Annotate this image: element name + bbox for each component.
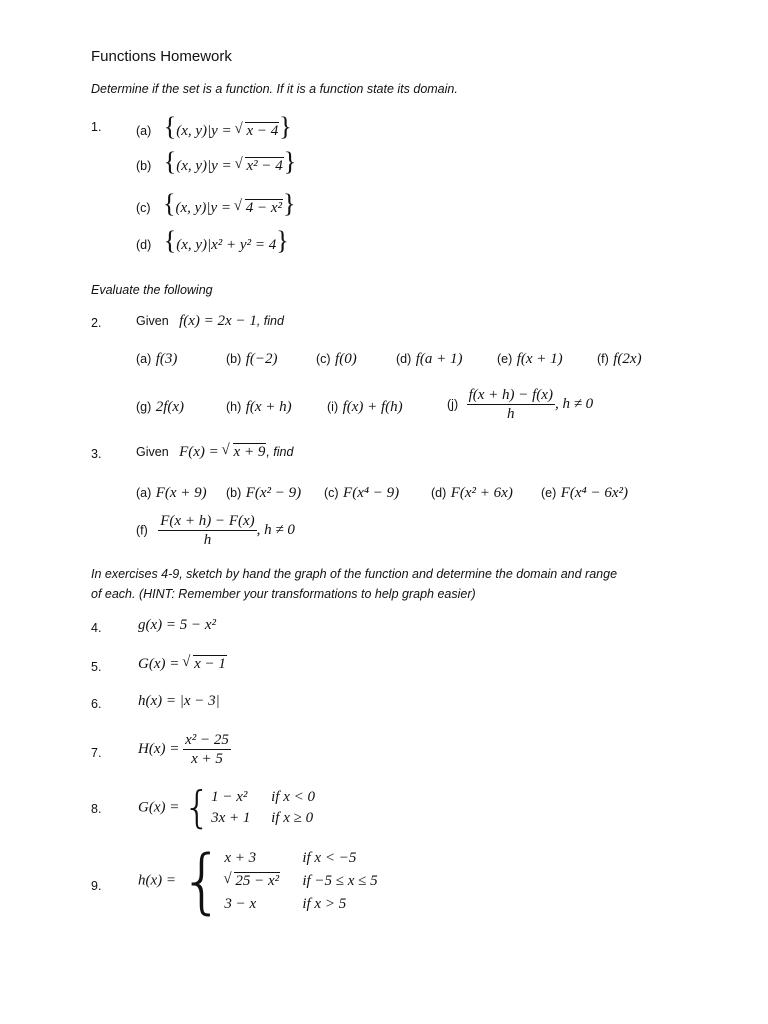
problem-2h <box>226 398 292 416</box>
problem-3-given-radicand: x + 9 <box>233 444 266 460</box>
problem-2-number: 2. <box>91 316 102 330</box>
problem-3a-expr: F(x + 9) <box>155 485 207 501</box>
problem-3f-numerator: F(x + h) − F(x) <box>160 513 255 529</box>
problem-3d-expr: F(x² + 6x) <box>450 485 513 501</box>
problem-2b-label: (b) <box>226 352 242 366</box>
problem-9-case-1-cond: if x < −5 <box>302 849 357 866</box>
problem-2j-numerator: f(x + h) − f(x) <box>468 387 553 403</box>
problem-1-number: 1. <box>91 120 102 134</box>
problem-2e-expr: f(x + 1) <box>516 351 563 367</box>
problem-3-given <box>136 443 293 461</box>
problem-3b <box>226 484 301 502</box>
instructions-part1: Determine if the set is a function. If it is a function state its domain. <box>91 82 458 96</box>
problem-6-number: 6. <box>91 697 102 711</box>
problem-2g <box>136 398 184 416</box>
problem-9-case-2 <box>224 873 377 890</box>
problem-8-case-2-cond: if x ≥ 0 <box>271 810 314 826</box>
problem-8-case-2 <box>211 810 315 827</box>
problem-1b-prefix: (x, y)|y = <box>176 158 236 174</box>
instructions-part2: Evaluate the following <box>91 283 213 297</box>
problem-5-expr <box>138 656 227 673</box>
problem-3c-expr: F(x⁴ − 9) <box>343 485 400 501</box>
problem-7-prefix: H(x) = <box>138 741 184 757</box>
page-title: Functions Homework <box>91 48 232 65</box>
problem-7-numerator: x² − 25 <box>185 732 229 748</box>
problem-2i-label: (i) <box>327 400 339 414</box>
problem-1a-radicand: x − 4 <box>246 123 279 139</box>
problem-3a-label: (a) <box>136 486 152 500</box>
problem-1b: (b) {(x, y)|y = √ x² − 4} <box>136 149 296 175</box>
problem-2b-expr: f(−2) <box>245 351 278 367</box>
problem-2-given-expr: f(x) = 2x − 1 <box>179 313 257 329</box>
problem-3b-label: (b) <box>226 486 242 500</box>
problem-3d-label: (d) <box>431 486 447 500</box>
instructions-part3-line1: In exercises 4-9, sketch by hand the graph of the function and determine the domain and range <box>91 567 618 581</box>
problem-3-given-prefix: F(x) = <box>179 444 223 460</box>
problem-5-number: 5. <box>91 660 102 674</box>
problem-2g-label: (g) <box>136 400 152 414</box>
problem-7-expr <box>138 731 231 768</box>
problem-3a <box>136 484 207 502</box>
problem-3e-label: (e) <box>541 486 557 500</box>
problem-1b-radicand: x² − 4 <box>246 158 283 174</box>
problem-8-case-1 <box>211 789 315 806</box>
problem-2a-expr: f(3) <box>155 351 178 367</box>
problem-3f-denominator: h <box>203 532 212 548</box>
problem-1a-prefix: (x, y)|y = <box>176 123 236 139</box>
problem-6-expr: h(x) = |x − 3| <box>138 693 220 709</box>
problem-9-number: 9. <box>91 879 102 893</box>
instructions-part3-line2: of each. (HINT: Remember your transformations to help graph easier) <box>91 587 476 601</box>
problem-1a: (a) {(x, y)|y = √ x − 4} <box>136 114 292 140</box>
problem-2d-expr: f(a + 1) <box>415 351 463 367</box>
problem-3-number: 3. <box>91 447 102 461</box>
problem-2i-expr: f(x) + f(h) <box>342 399 403 415</box>
problem-3-find-text: , find <box>266 445 294 459</box>
problem-1b-label: (b) <box>136 159 152 173</box>
problem-3f-condition: , h ≠ 0 <box>256 522 295 538</box>
problem-2e <box>497 350 563 368</box>
problem-2f <box>597 350 642 368</box>
problem-2i <box>327 398 403 416</box>
problem-2j <box>447 386 593 423</box>
problem-1d-expr: (x, y)|x² + y² = 4 <box>176 237 277 253</box>
problem-8-expr: G(x) = { 1 − x² if x < 0 3x + 1 if x ≥ 0 <box>138 782 315 833</box>
problem-3f <box>136 512 295 549</box>
problem-1c: (c) {(x, y)|y = √ 4 − x²} <box>136 191 296 217</box>
problem-9-case-2-cond: if −5 ≤ x ≤ 5 <box>302 872 378 889</box>
problem-8-case-1-cond: if x < 0 <box>271 789 315 805</box>
problem-2j-label: (j) <box>447 397 459 412</box>
problem-7-denominator: x + 5 <box>191 751 223 767</box>
problem-4-expr: g(x) = 5 − x² <box>138 617 217 633</box>
problem-3e-expr: F(x⁴ − 6x²) <box>560 485 629 501</box>
problem-3-given-text: Given <box>136 445 169 459</box>
problem-9-case-3-expr: 3 − x <box>224 895 257 912</box>
problem-5-prefix: G(x) = <box>138 656 184 672</box>
problem-2h-expr: f(x + h) <box>245 399 292 415</box>
problem-9-case-1 <box>224 850 377 867</box>
problem-1d: (d) {(x, y)|x² + y² = 4} <box>136 226 289 255</box>
problem-2c-label: (c) <box>316 352 331 366</box>
problem-3b-expr: F(x² − 9) <box>245 485 302 501</box>
problem-8-case-1-expr: 1 − x² <box>211 789 248 805</box>
problem-9-expr: h(x) = { x + 3 if x < −5 √ 25 − x² if −5 ≤ x ≤ 5 3 − x if x > 5 <box>138 846 378 916</box>
problem-2b <box>226 350 278 368</box>
problem-2h-label: (h) <box>226 400 242 414</box>
problem-2-find-text: , find <box>256 314 284 328</box>
problem-2g-expr: 2f(x) <box>155 399 185 415</box>
problem-3f-label: (f) <box>136 523 148 538</box>
problem-2d <box>396 350 463 368</box>
problem-2c <box>316 350 357 368</box>
problem-2f-label: (f) <box>597 352 609 366</box>
problem-2j-denominator: h <box>507 406 515 422</box>
problem-4-number: 4. <box>91 621 102 635</box>
problem-2a <box>136 350 177 368</box>
problem-2j-condition: , h ≠ 0 <box>554 396 594 412</box>
problem-8-case-2-expr: 3x + 1 <box>211 810 251 826</box>
problem-2d-label: (d) <box>396 352 412 366</box>
problem-3c <box>324 484 399 502</box>
problem-1c-label: (c) <box>136 201 151 215</box>
problem-9-case-2-radicand: 25 − x² <box>235 872 280 889</box>
problem-5-radicand: x − 1 <box>194 656 226 672</box>
problem-8-prefix: G(x) = <box>138 799 184 816</box>
problem-9-case-3-cond: if x > 5 <box>302 895 347 912</box>
problem-1d-label: (d) <box>136 238 152 252</box>
problem-2-given-text: Given <box>136 314 169 328</box>
problem-2e-label: (e) <box>497 352 513 366</box>
problem-7-number: 7. <box>91 746 102 760</box>
problem-8-number: 8. <box>91 802 102 816</box>
problem-1c-radicand: 4 − x² <box>245 200 283 216</box>
problem-2-given <box>136 312 284 330</box>
problem-2f-expr: f(2x) <box>613 351 642 367</box>
problem-9-prefix: h(x) = <box>138 872 180 889</box>
problem-1c-prefix: (x, y)|y = <box>175 200 235 216</box>
problem-2a-label: (a) <box>136 352 152 366</box>
problem-9-case-3 <box>224 896 377 913</box>
problem-9-case-1-expr: x + 3 <box>224 849 257 866</box>
problem-2c-expr: f(0) <box>335 351 357 367</box>
problem-3c-label: (c) <box>324 486 339 500</box>
problem-1a-label: (a) <box>136 124 152 138</box>
problem-3d <box>431 484 513 502</box>
problem-3e <box>541 484 628 502</box>
